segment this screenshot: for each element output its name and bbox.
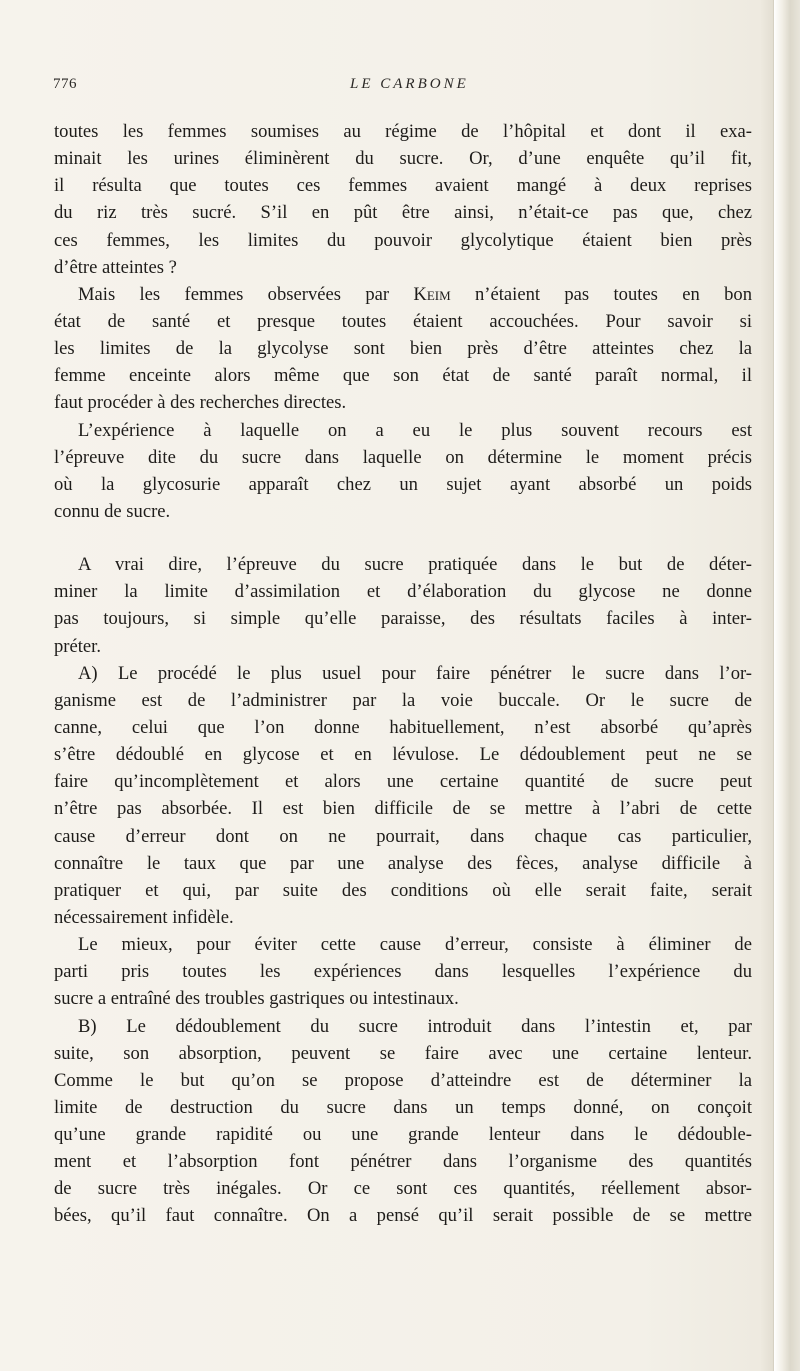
text-line: pratiquer et qui, par suite des conditions où elle serait faite, serait: [54, 879, 752, 901]
text-line: femme enceinte alors même que son état de santé paraît normal, il: [54, 365, 752, 387]
page-number: 776: [53, 76, 77, 92]
text-line: l’épreuve dite du sucre dans laquelle on détermine le moment précis: [54, 446, 752, 468]
body-text: [54, 118, 752, 1230]
text-line: qu’une grande rapidité ou une grande lenteur dans le dédouble-: [54, 1124, 752, 1146]
text-line: ganisme est de l’administrer par la voie buccale. Or le sucre de: [54, 689, 752, 711]
paragraph: [54, 118, 752, 281]
running-title: LE CARBONE: [350, 76, 469, 92]
paragraph: [54, 660, 752, 931]
paragraph: [54, 1013, 752, 1230]
page-edge: [773, 0, 800, 1371]
text-line: Mais les femmes observées par Keim n’étaient pas toutes en bon: [78, 283, 752, 305]
text-line: suite, son absorption, peuvent se faire avec une certaine lenteur.: [54, 1042, 752, 1064]
text-line: bées, qu’il faut connaître. On a pensé qu’il serait possible de se mettre: [54, 1205, 752, 1227]
text-line: ment et l’absorption font pénétrer dans l’organisme des quantités: [54, 1151, 752, 1173]
text-line: les limites de la glycolyse sont bien près d’être atteintes chez la: [54, 338, 752, 360]
text-line: parti pris toutes les expériences dans lesquelles l’expérience du: [54, 961, 752, 983]
text-line: connaître le taux que par une analyse des fèces, analyse difficile à: [54, 852, 752, 874]
text-line: L’expérience à laquelle on a eu le plus souvent recours est: [78, 419, 752, 441]
text-line: pas toujours, si simple qu’elle paraisse, des résultats faciles à inter-: [54, 608, 752, 630]
text-line: Le mieux, pour éviter cette cause d’erreur, consiste à éliminer de: [78, 934, 752, 956]
paragraph: [54, 551, 752, 660]
paragraph: [54, 417, 752, 526]
text-line: cause d’erreur dont on ne pourrait, dans chaque cas particulier,: [54, 825, 752, 847]
text-line: B) Le dédoublement du sucre introduit dans l’intestin et, par: [78, 1015, 752, 1037]
text-line: où la glycosurie apparaît chez un sujet ayant absorbé un poids: [54, 473, 752, 495]
text-line: d’être atteintes ?: [54, 256, 177, 278]
paragraph: [54, 281, 752, 417]
text-line: ces femmes, les limites du pouvoir glycolytique étaient bien près: [54, 229, 752, 251]
text-line: faut procéder à des recherches directes.: [54, 392, 347, 414]
text-line: limite de destruction du sucre dans un temps donné, on conçoit: [54, 1096, 752, 1118]
text-line: n’être pas absorbée. Il est bien difficile de se mettre à l’abri de cette: [54, 798, 752, 820]
text-line: faire qu’incomplètement et alors une certaine quantité de sucre peut: [54, 771, 752, 793]
text-line: s’être dédoublé en glycose et en lévulose. Le dédoublement peut ne se: [54, 744, 752, 766]
text-line: connu de sucre.: [54, 500, 171, 522]
text-line: préter.: [54, 635, 101, 657]
text-line: A) Le procédé le plus usuel pour faire pénétrer le sucre dans l’or-: [78, 662, 752, 684]
section-gap: [54, 525, 752, 551]
text-line: de sucre très inégales. Or ce sont ces quantités, réellement absor-: [54, 1178, 752, 1200]
text-line: A vrai dire, l’épreuve du sucre pratiquée dans le but de déter-: [78, 554, 752, 576]
text-line: canne, celui que l’on donne habituellement, n’est absorbé qu’après: [54, 716, 752, 738]
text-line: toutes les femmes soumises au régime de l’hôpital et dont il exa-: [54, 121, 752, 142]
text-line: état de santé et presque toutes étaient accouchées. Pour savoir si: [54, 310, 752, 332]
page-header: [0, 76, 770, 102]
text-line: minait les urines éliminèrent du sucre. Or, d’une enquête qu’il fit,: [54, 148, 752, 170]
text-line: du riz très sucré. S’il en pût être ainsi, n’était-ce pas que, chez: [54, 202, 752, 224]
paragraph: [54, 931, 752, 1012]
author-name: Keim: [413, 283, 451, 305]
text-line: sucre a entraîné des troubles gastriques ou intestinaux.: [54, 988, 459, 1010]
text-line: miner la limite d’assimilation et d’élaboration du glycose ne donne: [54, 581, 752, 603]
text-line: il résulta que toutes ces femmes avaient mangé à deux reprises: [54, 175, 752, 197]
text-line: nécessairement infidèle.: [54, 906, 234, 928]
text-line: Comme le but qu’on se propose d’atteindre est de déterminer la: [54, 1069, 752, 1091]
